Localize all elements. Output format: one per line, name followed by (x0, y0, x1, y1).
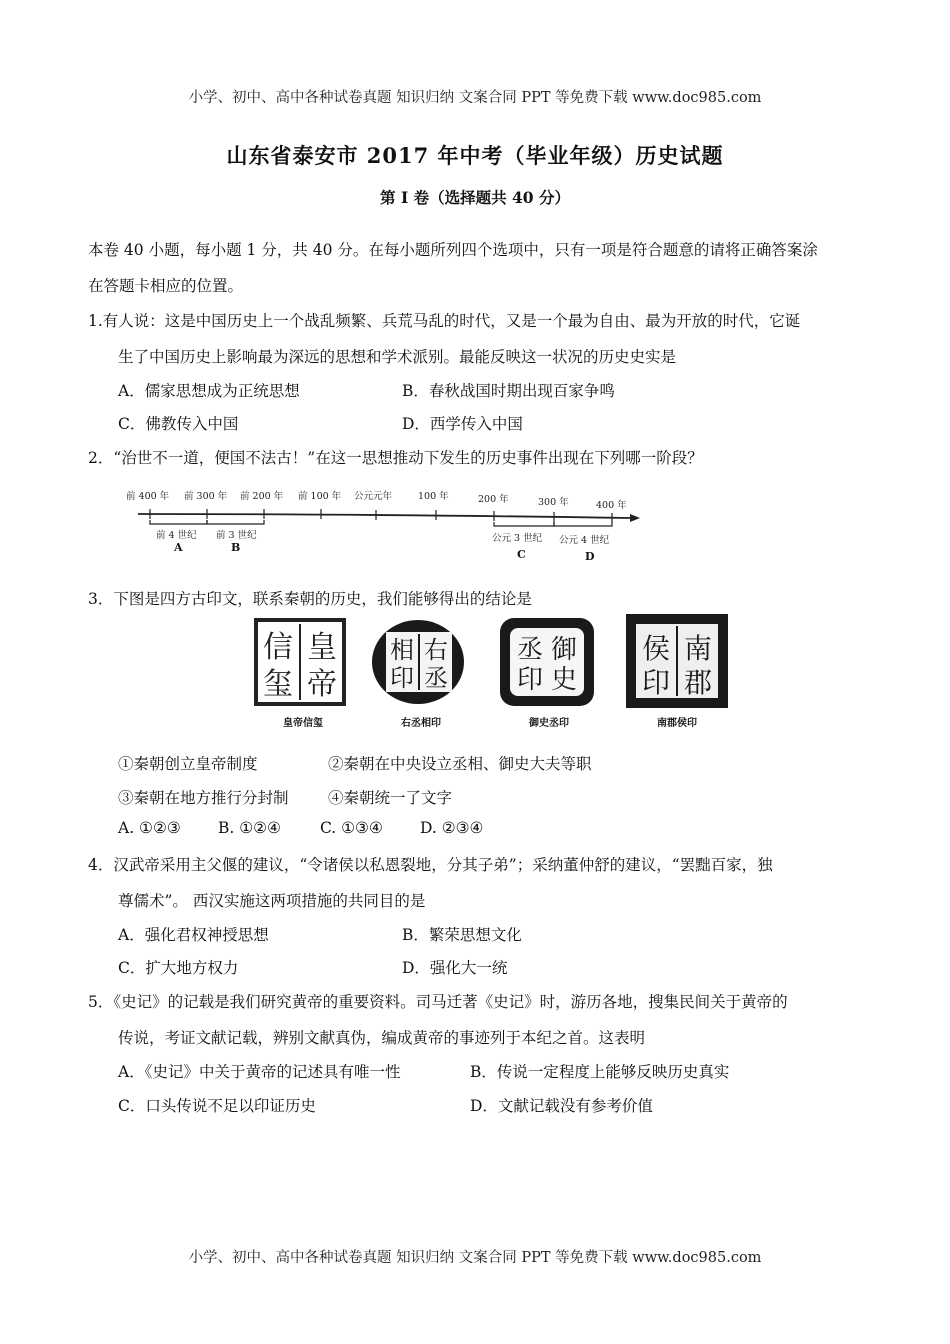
svg-text:丞: 丞 (424, 664, 448, 692)
seal-huangdi-xinxi (248, 612, 358, 712)
q4-option-a[interactable]: A．强化君权神授思想 (118, 926, 269, 944)
q3-stem: 3．下图是四方古印文，联系秦朝的历史，我们能够得出的结论是 (88, 590, 532, 608)
timeline-span-label: 公元 4 世纪 (559, 535, 610, 546)
q1-option-a[interactable]: A．儒家思想成为正统思想 (118, 382, 300, 400)
q2-stem: 2．“治世不一道，便国不法古！”在这一思想推动下发生的历史事件出现在下列哪一阶段？ (88, 449, 703, 467)
timeline-letter-b: B (231, 541, 241, 554)
q4-option-c[interactable]: C．扩大地方权力 (118, 959, 239, 977)
q5-option-d[interactable]: D．文献记载没有参考价值 (470, 1097, 653, 1115)
svg-text:印: 印 (516, 665, 544, 695)
q5-stem-line-1: 5．《史记》的记载是我们研究黄帝的重要资料。司马迁著《史记》时，游历各地，搜集民间关于黄帝的 (88, 993, 788, 1011)
timeline-tick-label: 前 400 年 (126, 491, 170, 502)
q3-statement-3: ③秦朝在地方推行分封制 (118, 789, 289, 807)
span-bracket-d (554, 522, 612, 526)
timeline-tick-label: 公元元年 (354, 491, 393, 502)
timeline-tick-label: 前 100 年 (298, 491, 342, 502)
svg-text:史: 史 (550, 665, 578, 695)
svg-text:印: 印 (641, 666, 671, 699)
svg-text:御: 御 (550, 635, 578, 665)
q1-option-c[interactable]: C．佛教传入中国 (118, 415, 239, 433)
timeline-tick-label: 前 300 年 (184, 491, 228, 502)
q5-option-a[interactable]: A．《史记》中关于黄帝的记述具有唯一性 (118, 1063, 401, 1081)
intro-line-1: 本卷 40 小题，每小题 1 分，共 40 分。在每小题所列四个选项中，只有一项是符合题意的请将正确答案涂 (88, 241, 818, 259)
seal-yushi-chengyin (494, 612, 604, 712)
seal-caption: 御史丞印 (529, 718, 569, 729)
seal-caption: 皇帝信玺 (283, 718, 323, 729)
q2-timeline (118, 484, 648, 570)
q4-stem-line-2: 尊儒术”。 西汉实施这两项措施的共同目的是 (118, 892, 426, 910)
svg-text:南: 南 (683, 632, 713, 665)
q3-statement-1: ①秦朝创立皇帝制度 (118, 755, 258, 773)
q5-stem-line-2: 传说，考证文献记载，辨别文献真伪，编成黄帝的事迹列于本纪之首。这表明 (118, 1029, 646, 1047)
seal-caption: 南郡侯印 (657, 718, 697, 729)
seal-caption: 右丞相印 (401, 718, 441, 729)
exam-title: 山东省泰安市 2017 年中考（毕业年级）历史试题 (226, 143, 724, 168)
timeline-tick-label: 400 年 (596, 500, 627, 511)
q5-option-b[interactable]: B．传说一定程度上能够反映历史真实 (470, 1063, 730, 1081)
q3-option-d[interactable]: D. ②③④ (420, 819, 484, 837)
svg-text:侯: 侯 (641, 632, 671, 665)
span-bracket-b (207, 520, 264, 524)
timeline-span-label: 公元 3 世纪 (492, 533, 543, 544)
q3-option-a[interactable]: A. ①②③ (118, 819, 181, 837)
q1-stem-line-1: 1.有人说：这是中国历史上一个战乱频繁、兵荒马乱的时代，又是一个最为自由、最为开放的时代，它诞 (88, 312, 801, 330)
section-title: 第 I 卷（选择题共 40 分） (380, 188, 570, 207)
timeline-axis (138, 514, 630, 518)
q1-option-d[interactable]: D．西学传入中国 (402, 415, 523, 433)
q4-option-d[interactable]: D．强化大一统 (402, 959, 508, 977)
svg-text:右: 右 (424, 636, 448, 664)
timeline-tick-label: 200 年 (478, 494, 509, 505)
seal-you-chengxiang (366, 612, 476, 712)
svg-text:丞: 丞 (516, 635, 544, 665)
timeline-tick-label: 前 200 年 (240, 491, 284, 502)
page-header: 小学、初中、高中各种试卷真题 知识归纳 文案合同 PPT 等免费下载 www.doc985.com (188, 90, 762, 106)
span-bracket-c (494, 522, 554, 526)
timeline-letter-c: C (517, 548, 526, 561)
timeline-span-label: 前 3 世纪 (216, 530, 257, 541)
timeline-span-label: 前 4 世纪 (156, 530, 197, 541)
svg-text:玺: 玺 (263, 667, 293, 702)
seal-nanjun-houyin (622, 612, 732, 712)
q5-option-c[interactable]: C．口头传说不足以印证历史 (118, 1097, 316, 1115)
span-bracket-a (150, 520, 207, 524)
q1-stem-line-2: 生了中国历史上影响最为深远的思想和学术派别。最能反映这一状况的历史史实是 (118, 348, 677, 366)
timeline-letter-d: D (585, 550, 595, 563)
page-footer: 小学、初中、高中各种试卷真题 知识归纳 文案合同 PPT 等免费下载 www.doc985.com (188, 1250, 762, 1266)
timeline-arrow (630, 514, 640, 522)
svg-text:帝: 帝 (307, 667, 337, 702)
q3-option-c[interactable]: C. ①③④ (320, 819, 383, 837)
svg-text:郡: 郡 (683, 666, 713, 699)
q4-option-b[interactable]: B．繁荣思想文化 (402, 926, 522, 944)
q1-option-b[interactable]: B．春秋战国时期出现百家争鸣 (402, 382, 615, 400)
svg-text:皇: 皇 (307, 630, 337, 665)
q3-option-b[interactable]: B. ①②④ (218, 819, 281, 837)
intro-line-2: 在答题卡相应的位置。 (88, 277, 244, 295)
svg-text:相: 相 (390, 636, 414, 664)
q4-stem-line-1: 4．汉武帝采用主父偃的建议，“令诸侯以私恩裂地，分其子弟”；采纳董仲舒的建议，“罢黜百家，独 (88, 856, 773, 874)
q3-statement-2: ②秦朝在中央设立丞相、御史大夫等职 (328, 755, 592, 773)
timeline-tick-label: 100 年 (418, 491, 449, 502)
timeline-tick-label: 300 年 (538, 497, 569, 508)
q3-statement-4: ④秦朝统一了文字 (328, 789, 453, 807)
svg-text:印: 印 (390, 664, 414, 692)
svg-text:信: 信 (263, 630, 293, 665)
timeline-letter-a: A (174, 541, 183, 554)
q3-seal-images (248, 612, 738, 734)
